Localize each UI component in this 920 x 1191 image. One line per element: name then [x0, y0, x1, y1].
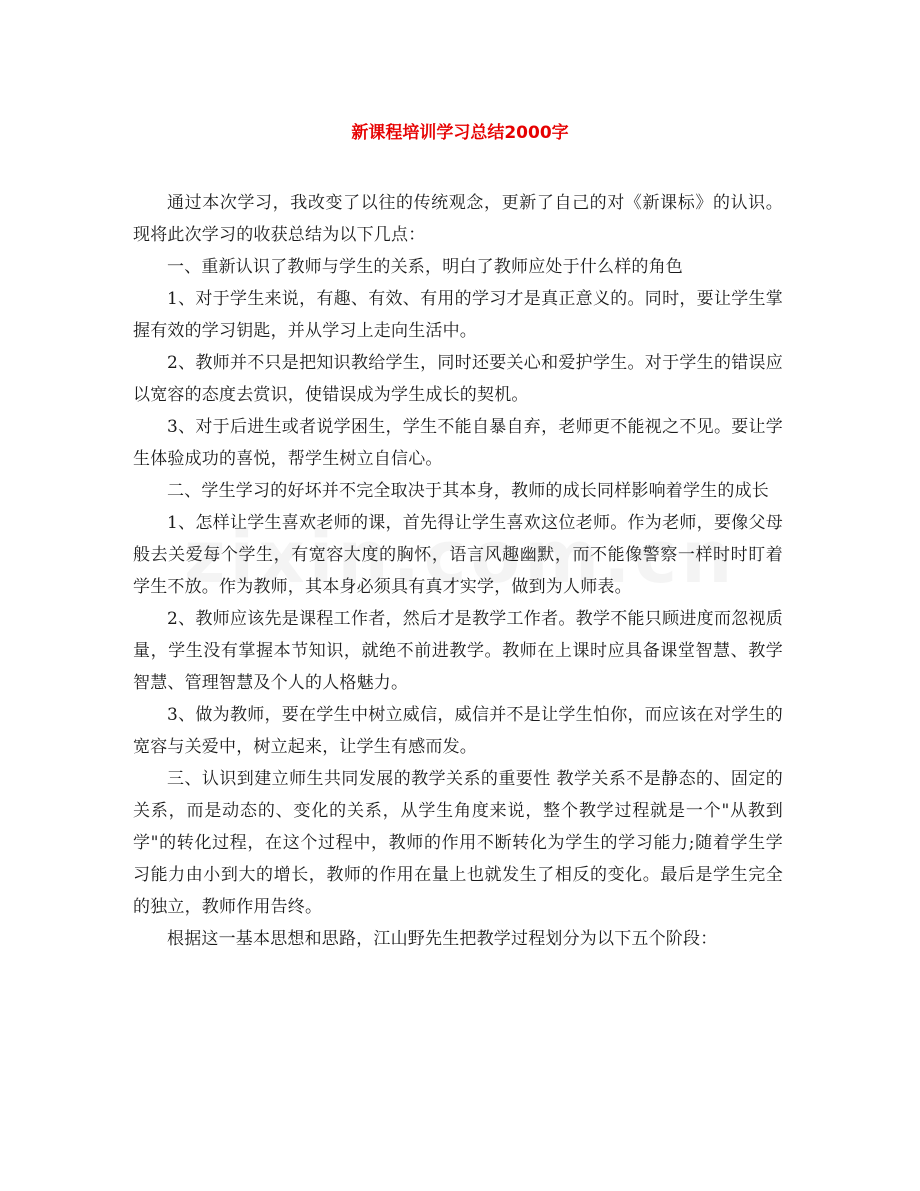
paragraph-1-2: 2、教师并不只是把知识教给学生，同时还要关心和爱护学生。对于学生的错误应以宽容的态度去赏识，使错误成为学生成长的契机。 — [133, 353, 783, 405]
paragraph-2-2: 2、教师应该先是课程工作者，然后才是教学工作者。教学不能只顾进度而忽视质量，学生没有掌握本节知识，就绝不前进教学。教师在上课时应具备课堂智慧、教学智慧、管理智慧及个人的人格魅力。 — [133, 609, 783, 693]
heading-section-1: 一、重新认识了教师与学生的关系，明白了教师应处于什么样的角色 — [167, 257, 683, 277]
paragraph-stages: 根据这一基本思想和思路，江山野先生把教学过程划分为以下五个阶段： — [167, 929, 718, 949]
paragraph-intro: 通过本次学习，我改变了以往的传统观念，更新了自己的对《新课标》的认识。现将此次学习的收获总结为以下几点： — [133, 193, 783, 245]
document-body — [133, 187, 783, 955]
paragraph-1-3: 3、对于后进生或者说学困生，学生不能自暴自弃，老师更不能视之不见。要让学生体验成功的喜悦，帮学生树立自信心。 — [133, 417, 783, 469]
paragraph-1-1: 1、对于学生来说，有趣、有效、有用的学习才是真正意义的。同时，要让学生掌握有效的学习钥匙，并从学习上走向生活中。 — [133, 289, 783, 341]
paragraph-2-1: 1、怎样让学生喜欢老师的课，首先得让学生喜欢这位老师。作为老师，要像父母般去关爱每个学生，有宽容大度的胸怀，语言风趣幽默，而不能像警察一样时时盯着学生不放。作为教师，其本身必须具有真才实学，做到为人师表。 — [133, 513, 783, 597]
document-title: 新课程培训学习总结2000字 — [351, 123, 569, 143]
paragraph-2-3: 3、做为教师，要在学生中树立威信，威信并不是让学生怕你，而应该在对学生的宽容与关爱中，树立起来，让学生有感而发。 — [133, 705, 783, 757]
heading-section-3: 三、认识到建立师生共同发展的教学关系的重要性 教学关系不是静态的、固定的关系，而是动态的、变化的关系，从学生角度来说，整个教学过程就是一个"从教到学"的转化过程，在这个过程中，教师的作用不断转化为学生的学习能力;随着学生学习能力由小到大的增长，教师的作用在量上也就发生了相反的变化。最后是学生完全的独立，教师作用告终。 — [133, 769, 783, 917]
heading-section-2: 二、学生学习的好坏并不完全取决于其本身，教师的成长同样影响着学生的成长 — [167, 481, 769, 501]
